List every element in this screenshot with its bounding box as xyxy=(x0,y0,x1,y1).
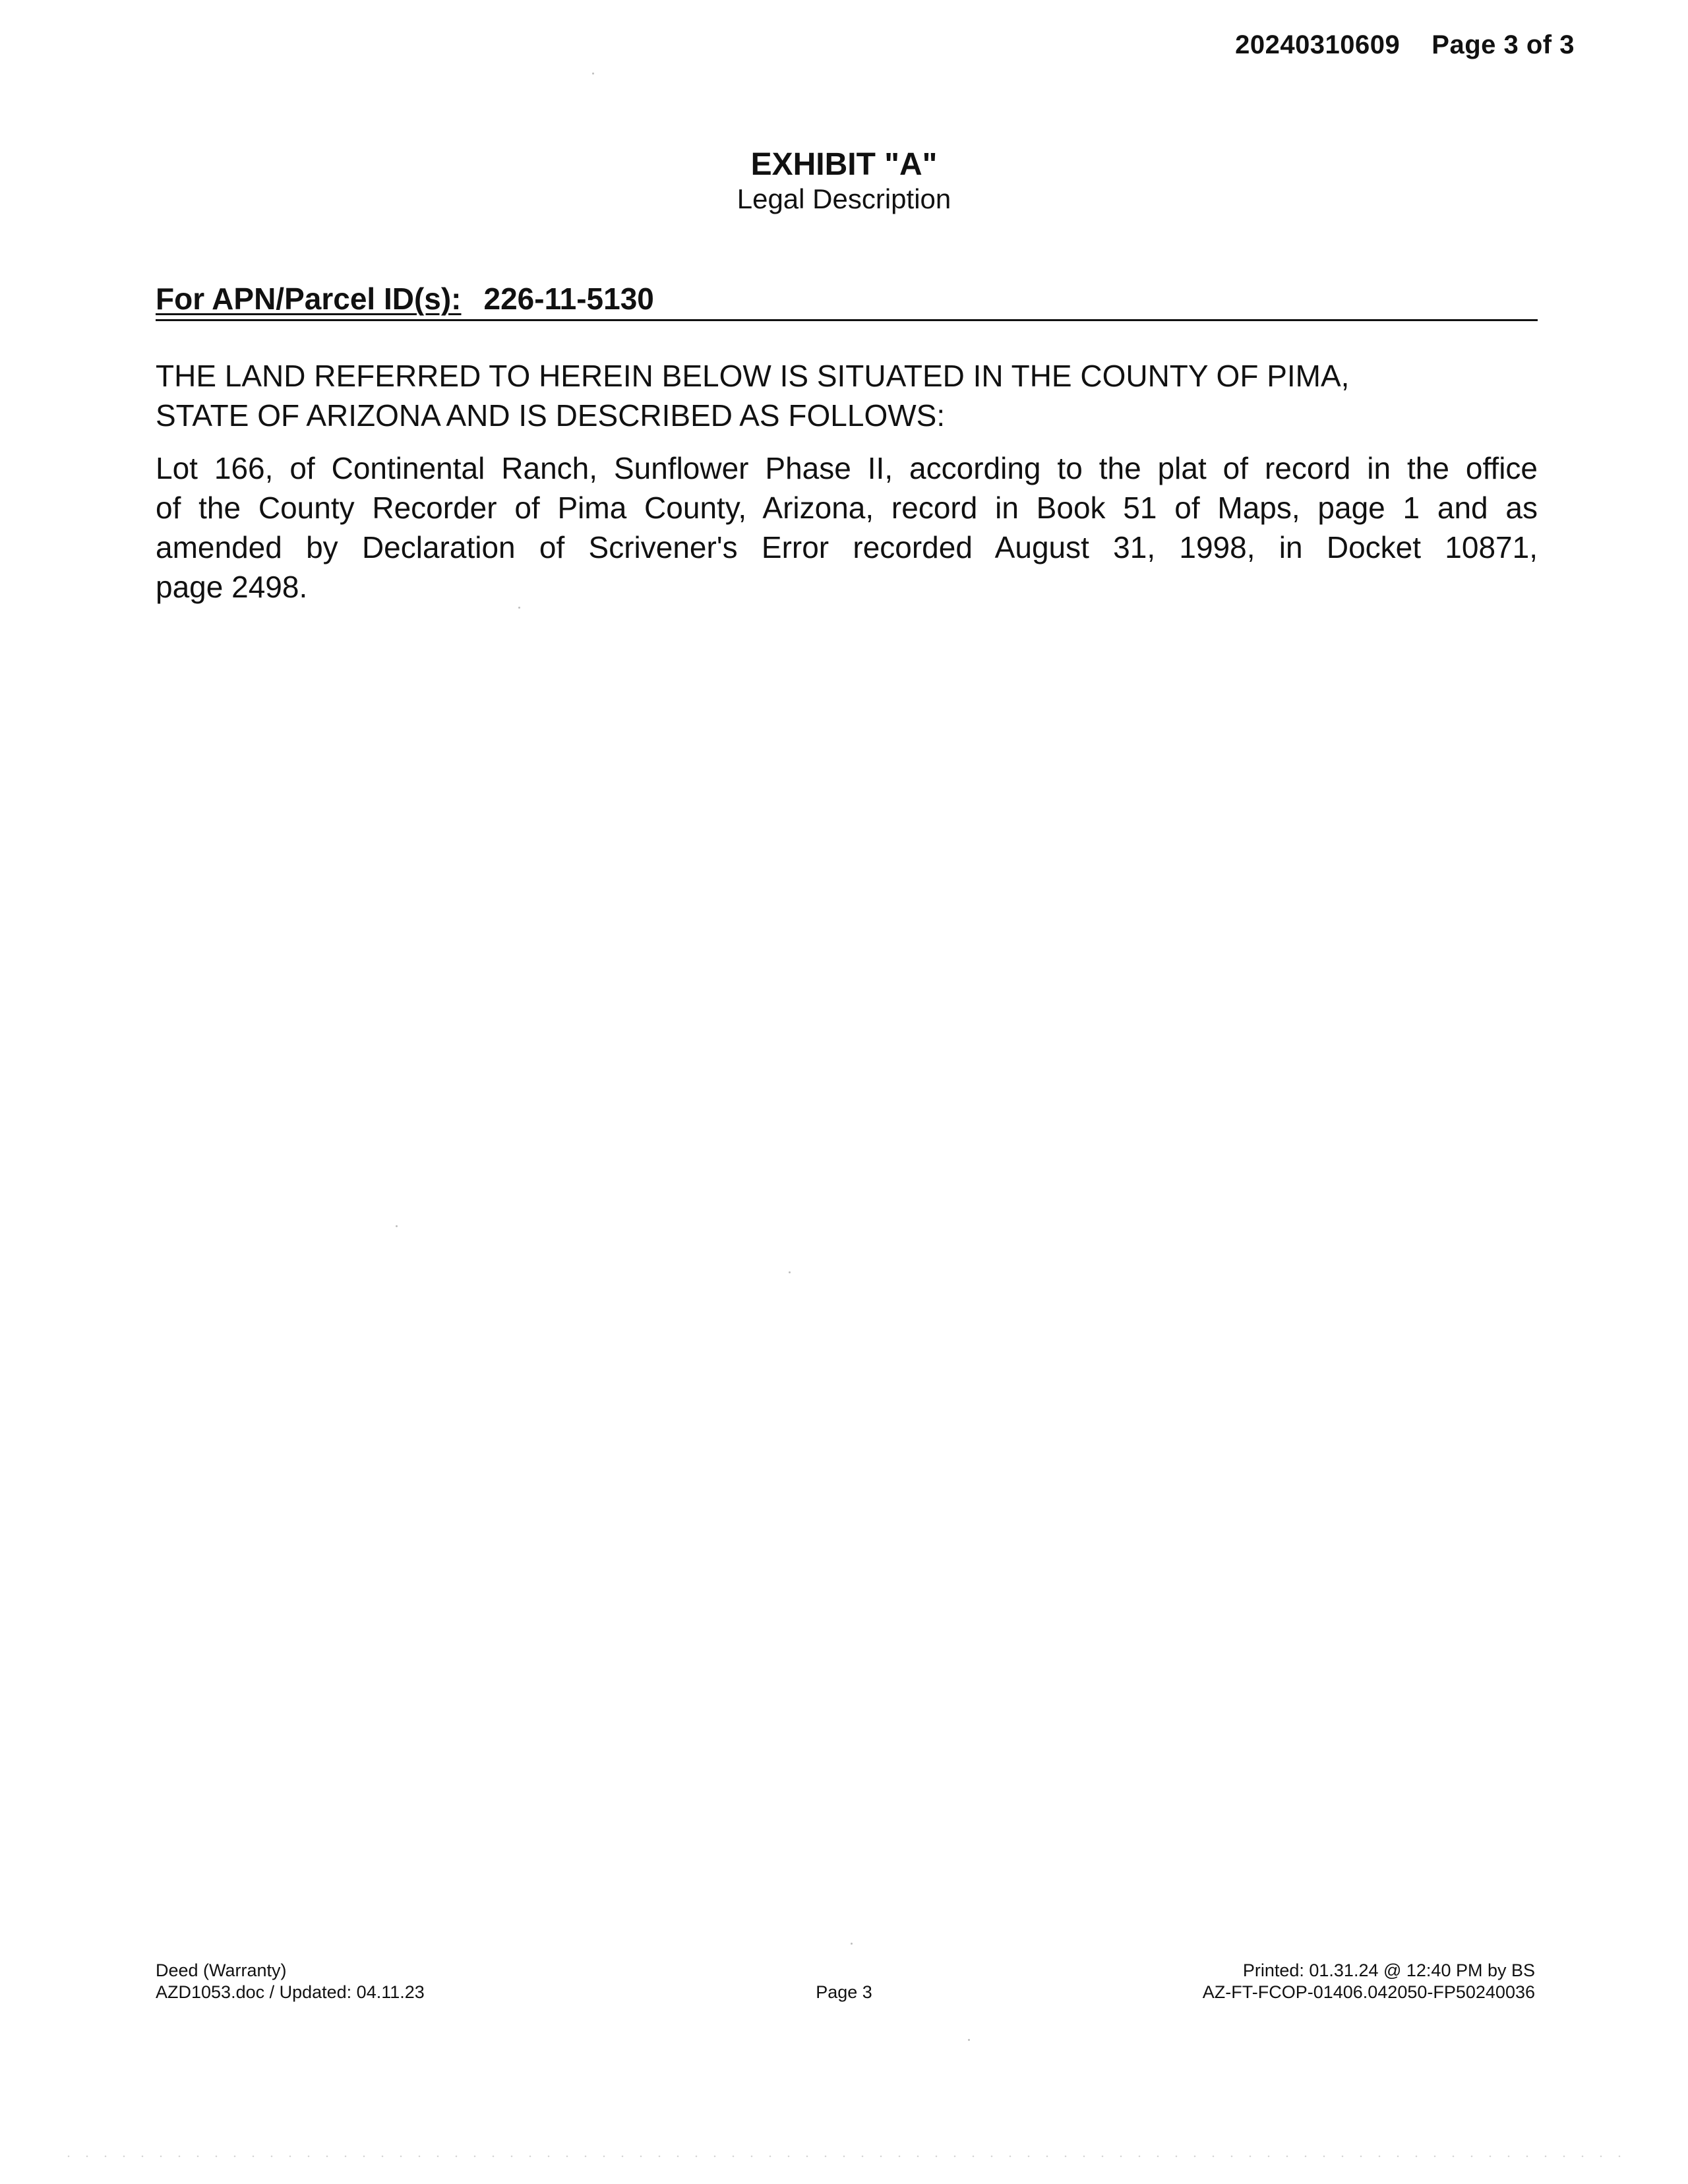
footer-page-number: Page 3 xyxy=(816,1982,872,2002)
situated-line: STATE OF ARIZONA AND IS DESCRIBED AS FOLLOWS: xyxy=(156,398,946,433)
exhibit-title: EXHIBIT "A" xyxy=(750,147,938,182)
scan-speck xyxy=(592,73,594,75)
footer-file-code: AZ-FT-FCOP-01406.042050-FP50240036 xyxy=(1202,1982,1535,2002)
legal-description-line: of the County Recorder of Pima County, Arizona, record in Book 51 of Maps, page 1 and as xyxy=(156,491,1538,525)
footer-printed: Printed: 01.31.24 @ 12:40 PM by BS xyxy=(1242,1960,1535,1980)
recording-header xyxy=(1235,30,1575,60)
situated-statement xyxy=(156,356,1538,435)
recording-page-indicator: Page 3 of 3 xyxy=(1432,30,1575,59)
scan-speck xyxy=(789,1271,791,1273)
scan-speck xyxy=(518,607,520,609)
scan-speck xyxy=(968,2039,970,2041)
legal-description-paragraph xyxy=(156,448,1538,607)
recording-number: 20240310609 xyxy=(1235,30,1401,59)
apn-value: 226-11-5130 xyxy=(483,282,654,316)
footer-doc-type: Deed (Warranty) xyxy=(156,1960,287,1980)
footer-right xyxy=(1203,1960,1535,2003)
legal-description-line: page 2498. xyxy=(156,570,308,604)
footer-doc-file: AZD1053.doc / Updated: 04.11.23 xyxy=(156,1982,425,2002)
apn-label: For APN/Parcel ID(s): xyxy=(156,282,462,316)
scan-edge-artifact xyxy=(59,2155,1629,2158)
situated-line: THE LAND REFERRED TO HEREIN BELOW IS SITUATED IN THE COUNTY OF PIMA, xyxy=(156,359,1350,393)
scan-speck xyxy=(851,1943,853,1945)
legal-description-line: Lot 166, of Continental Ranch, Sunflower Phase II, according to the plat of record in the office xyxy=(156,451,1538,485)
scan-speck xyxy=(396,1225,398,1227)
exhibit-subtitle: Legal Description xyxy=(737,183,951,214)
legal-description-line: amended by Declaration of Scrivener's Error recorded August 31, 1998, in Docket 10871, xyxy=(156,530,1538,564)
apn-parcel-line xyxy=(156,280,1538,321)
